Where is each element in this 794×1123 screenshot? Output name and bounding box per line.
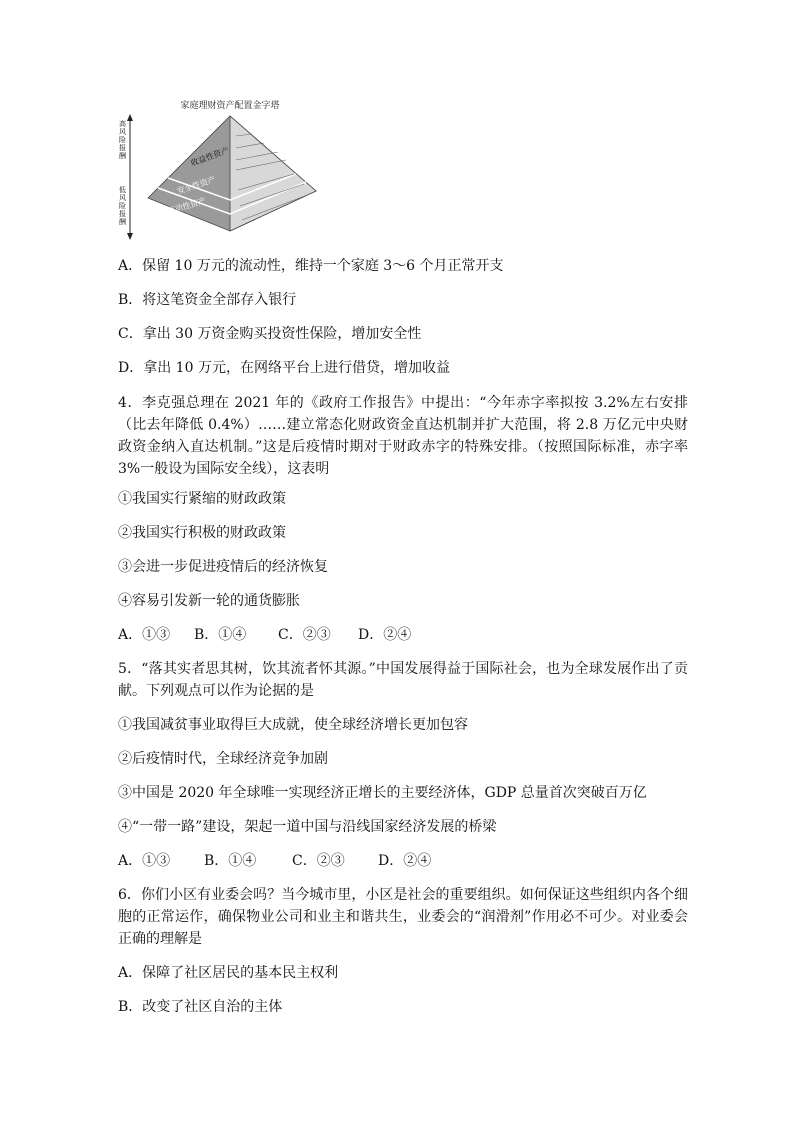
q6-option-a: A．保障了社区居民的基本民主权利 <box>118 965 339 981</box>
q5-choice-d: D．②④ <box>378 853 432 869</box>
q4-choice-b: B．①④ <box>194 627 247 643</box>
q5-choice-b: B．①④ <box>204 853 257 869</box>
q5-stem: 5．“落其实者思其树，饮其流者怀其源。”中国发展得益于国际社会，也为全球发展作出了贡献。下列观点可以作为论据的是 <box>118 661 688 699</box>
q4-choice-d: D．②④ <box>358 627 412 643</box>
q5-item-3: ③中国是 2020 年全球唯一实现经济正增长的主要经济体，GDP 总量首次突破百万亿 <box>118 785 647 801</box>
figure-title: 家庭理财资产配置金字塔 <box>180 101 280 111</box>
q5-choice-a: A．①③ <box>118 853 171 869</box>
q4-item-4: ④容易引发新一轮的通货膨胀 <box>118 593 300 609</box>
pyramid-right-face <box>230 116 316 231</box>
q4-item-1: ①我国实行紧缩的财政政策 <box>118 491 286 507</box>
q3-option-b: B．将这笔资金全部存入银行 <box>118 292 297 308</box>
q4-item-2: ②我国实行积极的财政政策 <box>118 525 286 541</box>
q6-option-b: B．改变了社区自治的主体 <box>118 999 283 1015</box>
axis-high-label: 高风险报酬 <box>119 120 126 160</box>
tier-bottom-label: 流动性资产 <box>166 196 208 216</box>
q5-item-1: ①我国减贫事业取得巨大成就，使全球经济增长更加包容 <box>118 717 468 733</box>
q4-item-3: ③会进一步促进疫情后的经济恢复 <box>118 559 328 575</box>
asset-pyramid-figure <box>118 96 338 244</box>
q5-choice-c: C．②③ <box>292 853 345 869</box>
q3-option-d: D．拿出 10 万元，在网络平台上进行借贷，增加收益 <box>118 360 450 376</box>
tier-mid-label: 安全性资产 <box>175 174 217 196</box>
q3-option-c: C．拿出 30 万资金购买投资性保险，增加安全性 <box>118 326 422 342</box>
axis-low-label: 低风险报酬 <box>119 186 126 226</box>
q5-item-2: ②后疫情时代，全球经济竞争加剧 <box>118 751 328 767</box>
pyramid-diagram <box>118 96 338 244</box>
q4-choice-a: A．①③ <box>118 627 171 643</box>
q6-stem: 6．你们小区有业委会吗？当今城市里，小区是社会的重要组织。如何保证这些组织内各个细胞的正常运作，确保物业公司和业主和谐共生，业委会的“润滑剂”作用必不可少。对业委会正确的理解是 <box>118 887 688 947</box>
q4-stem: 4．李克强总理在 2021 年的《政府工作报告》中提出：“今年赤字率拟按 3.2%左右安排（比去年降低 0.4%）……建立常态化财政资金直达机制并扩大范围，将 2.8 万亿元中央财政资金纳入直达机制。”这是后疫情时期对于财政赤字的特殊安排。（按照国际标准，赤字率 3%一般设为国际安全线），这表明 <box>118 395 688 477</box>
q4-choices <box>118 624 411 646</box>
tier-top-label: 收益性资产 <box>189 145 231 168</box>
q5-choices <box>118 850 431 872</box>
q4-choice-c: C．②③ <box>278 627 331 643</box>
q3-option-a: A．保留 10 万元的流动性，维持一个家庭 3～6 个月正常开支 <box>118 258 504 274</box>
q5-item-4: ④“一带一路”建设，架起一道中国与沿线国家经济发展的桥梁 <box>118 819 497 835</box>
